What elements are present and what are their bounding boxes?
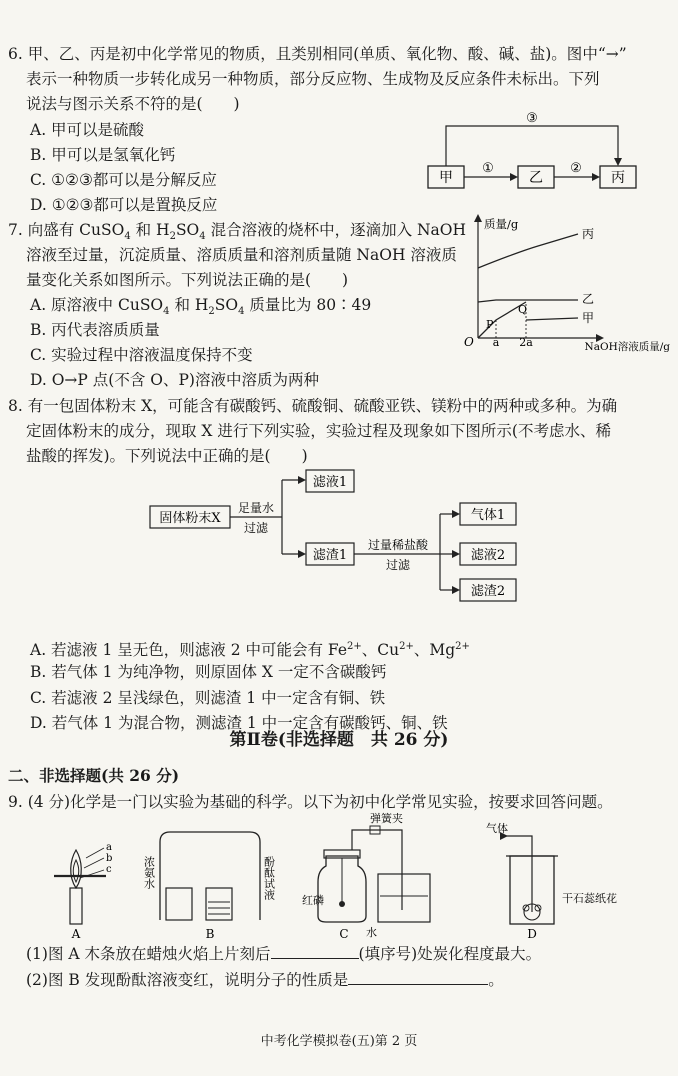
q6-stem-line-3: 说法与图示关系不符的是( ) — [26, 95, 240, 113]
label-bing: 丙 — [611, 170, 625, 186]
flow-r3-label: 滤渣2 — [470, 584, 506, 599]
q6-conversion-diagram — [420, 110, 650, 200]
figure-a-candle — [54, 842, 112, 941]
arrow-3-head — [614, 158, 622, 166]
page-footer: 中考化学模拟卷(五)第 2 页 — [260, 1034, 418, 1049]
label-jia: 甲 — [439, 170, 453, 186]
label-shui: 水 — [366, 926, 377, 939]
curve-jia — [526, 318, 578, 320]
tick-a: a — [492, 336, 500, 349]
svg-text:B: B — [205, 927, 215, 941]
flow-to-r2-head — [452, 550, 460, 558]
figure-c-flask — [302, 811, 430, 941]
arrow-2-head — [592, 173, 600, 181]
part2-title: 第Ⅱ卷(非选择题 共 26 分) — [229, 730, 449, 750]
label-zhihua: 干石蕊纸花 — [562, 892, 617, 905]
label-qiti: 气体 — [486, 822, 508, 835]
q9-apparatus-figure — [40, 812, 617, 941]
flow-start-label: 固体粉末X — [159, 511, 221, 526]
q8-stem-line-1: 8. 有一包固体粉末 X，可能含有碳酸钙、硫酸铜、硫酸亚铁、镁粉中的两种或多种。为确 — [8, 397, 618, 415]
flow-r2-label: 滤液2 — [470, 548, 506, 563]
y-axis-arrow — [474, 214, 482, 222]
q7-option-a[interactable]: A. 原溶液中 CuSO$_4$ 和 $H_2SO_4$ 质量比为 80∶49 — [30, 296, 372, 318]
q7-mass-chart — [458, 210, 674, 358]
q9-part2-answer-blank[interactable] — [348, 970, 488, 985]
label-honglin: 红磷 — [302, 894, 324, 907]
q7-option-c[interactable]: C. 实验过程中溶液温度保持不变 — [30, 346, 253, 364]
q6-option-b[interactable]: B. 甲可以是氢氧化钙 — [30, 146, 176, 164]
q8-option-c[interactable]: C. 若滤液 2 呈浅绿色，则滤渣 1 中一定含有铜、铁 — [30, 689, 386, 707]
point-p: P — [486, 318, 494, 331]
curve-bing — [478, 234, 578, 268]
q6-stem-line-2: 表示一种物质一步转化成另一种物质，部分反应物、生成物及反应条件未标出。下列 — [26, 70, 600, 88]
label-nongan: 浓氨水 — [142, 856, 156, 889]
label-r3: ③ — [526, 111, 538, 126]
flow-step1-top: 足量水 — [237, 501, 275, 515]
arrow-3 — [446, 126, 618, 166]
arrow-1-head — [510, 173, 518, 181]
curve-label-jia: 甲 — [582, 311, 595, 325]
tick-2a: 2a — [519, 336, 533, 349]
x-axis-label: NaOH溶液质量/g — [584, 341, 670, 353]
figure-d-gas-jar — [486, 821, 617, 941]
flow-r1-label: 气体1 — [470, 508, 506, 523]
q9-stem: 9. (4 分)化学是一门以实验为基础的科学。以下为初中化学常见实验，按要求回答问题。 — [8, 793, 613, 811]
q7-stem-line-3: 量变化关系如图所示。下列说法正确的是( ) — [26, 271, 349, 289]
q8-option-d[interactable]: D. 若气体 1 为混合物，测滤渣 1 中一定含有碳酸钙、铜、铁 — [30, 714, 448, 732]
q6-option-d[interactable]: D. ①②③都可以是置换反应 — [30, 196, 218, 214]
q9-part2: (2)图 B 发现酚酞溶液变红，说明分子的性质是 。 — [26, 971, 504, 989]
q8-option-a[interactable]: A. 若滤液 1 呈无色，则滤液 2 中可能会有 $Fe^{2+}$、$Cu^{2+}$、$Mg^{2+}$ — [30, 641, 470, 660]
label-tanhuang: 弹簧夹 — [370, 812, 403, 825]
flow-to-r3-head — [452, 586, 460, 594]
svg-text:A: A — [71, 927, 81, 941]
flow-step2-top: 过量稀盐酸 — [367, 538, 429, 552]
flow-to-r1-head — [452, 510, 460, 518]
curve-yi — [478, 300, 578, 302]
q9-part1: (1)图 A 木条放在蜡烛火焰上片刻后 (填序号)处炭化程度最大。 — [26, 945, 542, 963]
q6-stem-line-1: 6. 甲、乙、丙是初中化学常见的物质，且类别相同(单质、氧化物、酸、碱、盐)。图中“→” — [8, 45, 627, 63]
q6-option-a[interactable]: A. 甲可以是硫酸 — [30, 121, 145, 139]
svg-text:C: C — [339, 927, 349, 941]
q8-option-b[interactable]: B. 若气体 1 为纯净物，则原固体 X 一定不含碳酸钙 — [30, 663, 387, 681]
svg-text:c: c — [106, 864, 112, 875]
label-yi: 乙 — [529, 170, 543, 186]
q7-option-b[interactable]: B. 丙代表溶质质量 — [30, 321, 160, 339]
q7-stem-line-1: 7. 向盛有 CuSO$_4$ 和 $H_2SO_4$ 混合溶液的烧杯中，逐滴加入 NaOH — [8, 221, 467, 243]
q8-stem-line-3: 盐酸的挥发)。下列说法中正确的是( ) — [26, 447, 308, 465]
point-q: Q — [518, 303, 528, 316]
flow-out2-label: 滤渣1 — [312, 548, 348, 563]
part2-heading: 二、非选择题(共 26 分) — [8, 766, 180, 785]
label-fenti: 酚酞试液 — [262, 856, 276, 900]
svg-text:b: b — [106, 853, 113, 864]
flow-out1-label: 滤液1 — [312, 475, 348, 490]
q7-stem-line-2: 溶液至过量，沉淀质量、溶质质量和溶剂质量随 NaOH 溶液质 — [26, 246, 457, 264]
q8-stem-line-2: 定固体粉末的成分，现取 X 进行下列实验，实验过程及现象如下图所示(不考虑水、稀 — [26, 422, 611, 440]
flow-to-out2-head — [298, 550, 306, 558]
q8-flow-diagram — [140, 466, 560, 616]
flow-step1-bot: 过滤 — [243, 521, 269, 535]
q6-option-c[interactable]: C. ①②③都可以是分解反应 — [30, 171, 217, 189]
figure-b-bell-jar — [143, 832, 276, 941]
curve-label-yi: 乙 — [582, 292, 595, 306]
y-axis-label: 质量/g — [484, 217, 519, 231]
origin-label: O — [464, 335, 474, 349]
flow-step2-bot: 过滤 — [385, 558, 411, 572]
curve-label-bing: 丙 — [582, 227, 595, 241]
label-r2: ② — [570, 161, 582, 176]
flow-to-out1-head — [298, 476, 306, 484]
label-r1: ① — [482, 161, 494, 176]
q9-part1-answer-blank[interactable] — [271, 944, 359, 959]
svg-text:D: D — [527, 927, 537, 941]
svg-text:a: a — [106, 842, 112, 853]
q7-option-d[interactable]: D. O→P 点(不含 O、P)溶液中溶质为两种 — [30, 371, 319, 389]
